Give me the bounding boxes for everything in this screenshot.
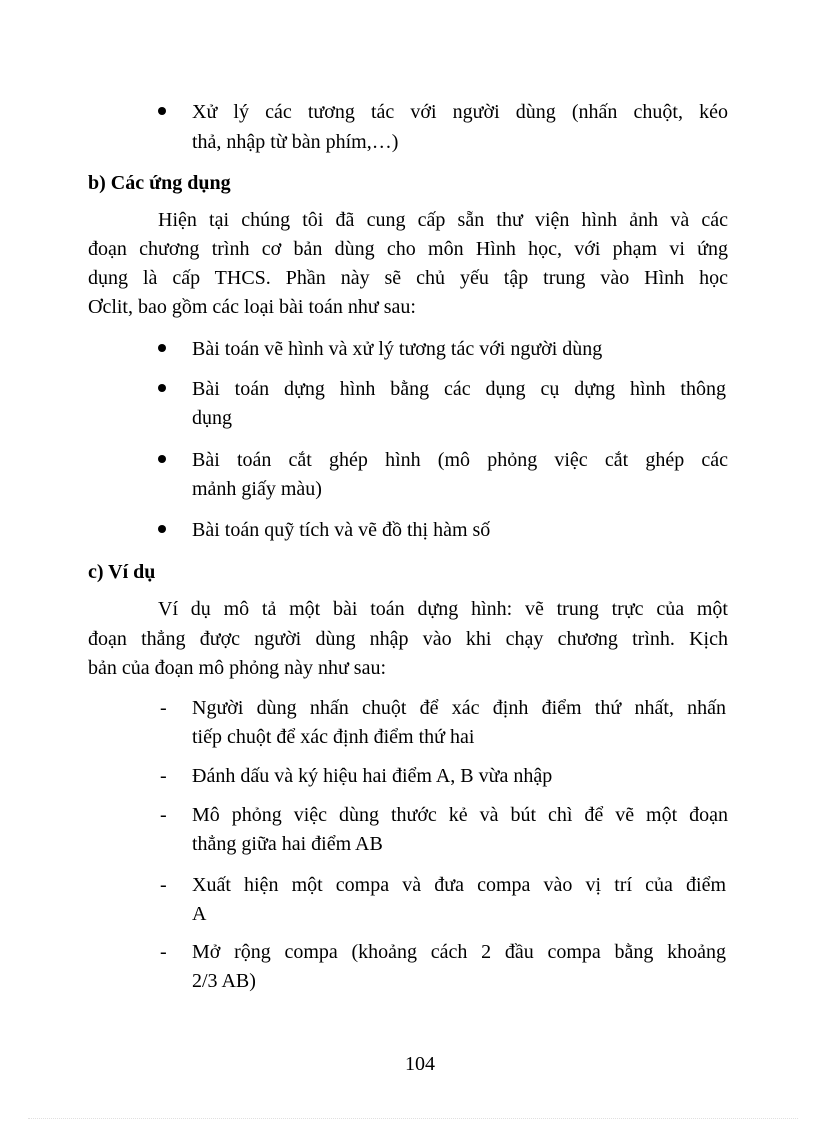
dash-item-text: Xuất hiện một compa và đưa compa vào vị trí của điểm <box>192 874 726 896</box>
dash-marker: - <box>160 765 167 787</box>
bullet-text: Bài toán cắt ghép hình (mô phỏng việc cắt ghép các <box>192 449 728 471</box>
bullet-text: dụng <box>192 407 232 429</box>
bullet-text: Bài toán quỹ tích và vẽ đồ thị hàm số <box>192 519 491 541</box>
bullet-text: thả, nhập từ bàn phím,…) <box>192 131 399 153</box>
paragraph-line: dụng là cấp THCS. Phần này sẽ chủ yếu tập trung vào Hình học <box>88 267 728 289</box>
bullet-text: Bài toán vẽ hình và xử lý tương tác với người dùng <box>192 338 603 360</box>
dash-marker: - <box>160 697 167 719</box>
paragraph-line: Ơclit, bao gồm các loại bài toán như sau: <box>88 296 416 318</box>
paragraph-line: bản của đoạn mô phỏng này như sau: <box>88 657 386 679</box>
dash-item-text: A <box>192 903 207 925</box>
dash-marker: - <box>160 874 167 896</box>
bullet-text: mảnh giấy màu) <box>192 478 322 500</box>
dash-item-text: 2/3 AB) <box>192 970 256 992</box>
bullet-text: Xử lý các tương tác với người dùng (nhấn chuột, kéo <box>192 101 728 123</box>
bullet-dot <box>158 525 166 533</box>
dash-item-text: thẳng giữa hai điểm AB <box>192 833 383 855</box>
paragraph-line: Hiện tại chúng tôi đã cung cấp sẵn thư viện hình ảnh và các <box>158 209 728 231</box>
dash-marker: - <box>160 941 167 963</box>
bullet-dot <box>158 455 166 463</box>
section-heading-c: c) Ví dụ <box>88 561 156 583</box>
paragraph-line: đoạn chương trình cơ bản dùng cho môn Hình học, với phạm vi ứng <box>88 238 728 260</box>
bullet-dot <box>158 344 166 352</box>
page-number: 104 <box>405 1053 435 1075</box>
bullet-text: Bài toán dựng hình bằng các dụng cụ dựng hình thông <box>192 378 726 400</box>
bullet-dot <box>158 384 166 392</box>
dash-item-text: Đánh dấu và ký hiệu hai điểm A, B vừa nhập <box>192 765 553 787</box>
dash-item-text: tiếp chuột để xác định điểm thứ hai <box>192 726 475 748</box>
dash-item-text: Mô phỏng việc dùng thước kẻ và bút chì để vẽ một đoạn <box>192 804 728 826</box>
section-heading-b: b) Các ứng dụng <box>88 172 231 194</box>
dash-marker: - <box>160 804 167 826</box>
bullet-dot <box>158 107 166 115</box>
page-bottom-rule <box>28 1118 798 1119</box>
dash-item-text: Người dùng nhấn chuột để xác định điểm thứ nhất, nhấn <box>192 697 726 719</box>
dash-item-text: Mở rộng compa (khoảng cách 2 đầu compa bằng khoảng <box>192 941 726 963</box>
paragraph-line: Ví dụ mô tả một bài toán dựng hình: vẽ trung trực của một <box>158 598 728 620</box>
paragraph-line: đoạn thẳng được người dùng nhập vào khi chạy chương trình. Kịch <box>88 628 728 650</box>
